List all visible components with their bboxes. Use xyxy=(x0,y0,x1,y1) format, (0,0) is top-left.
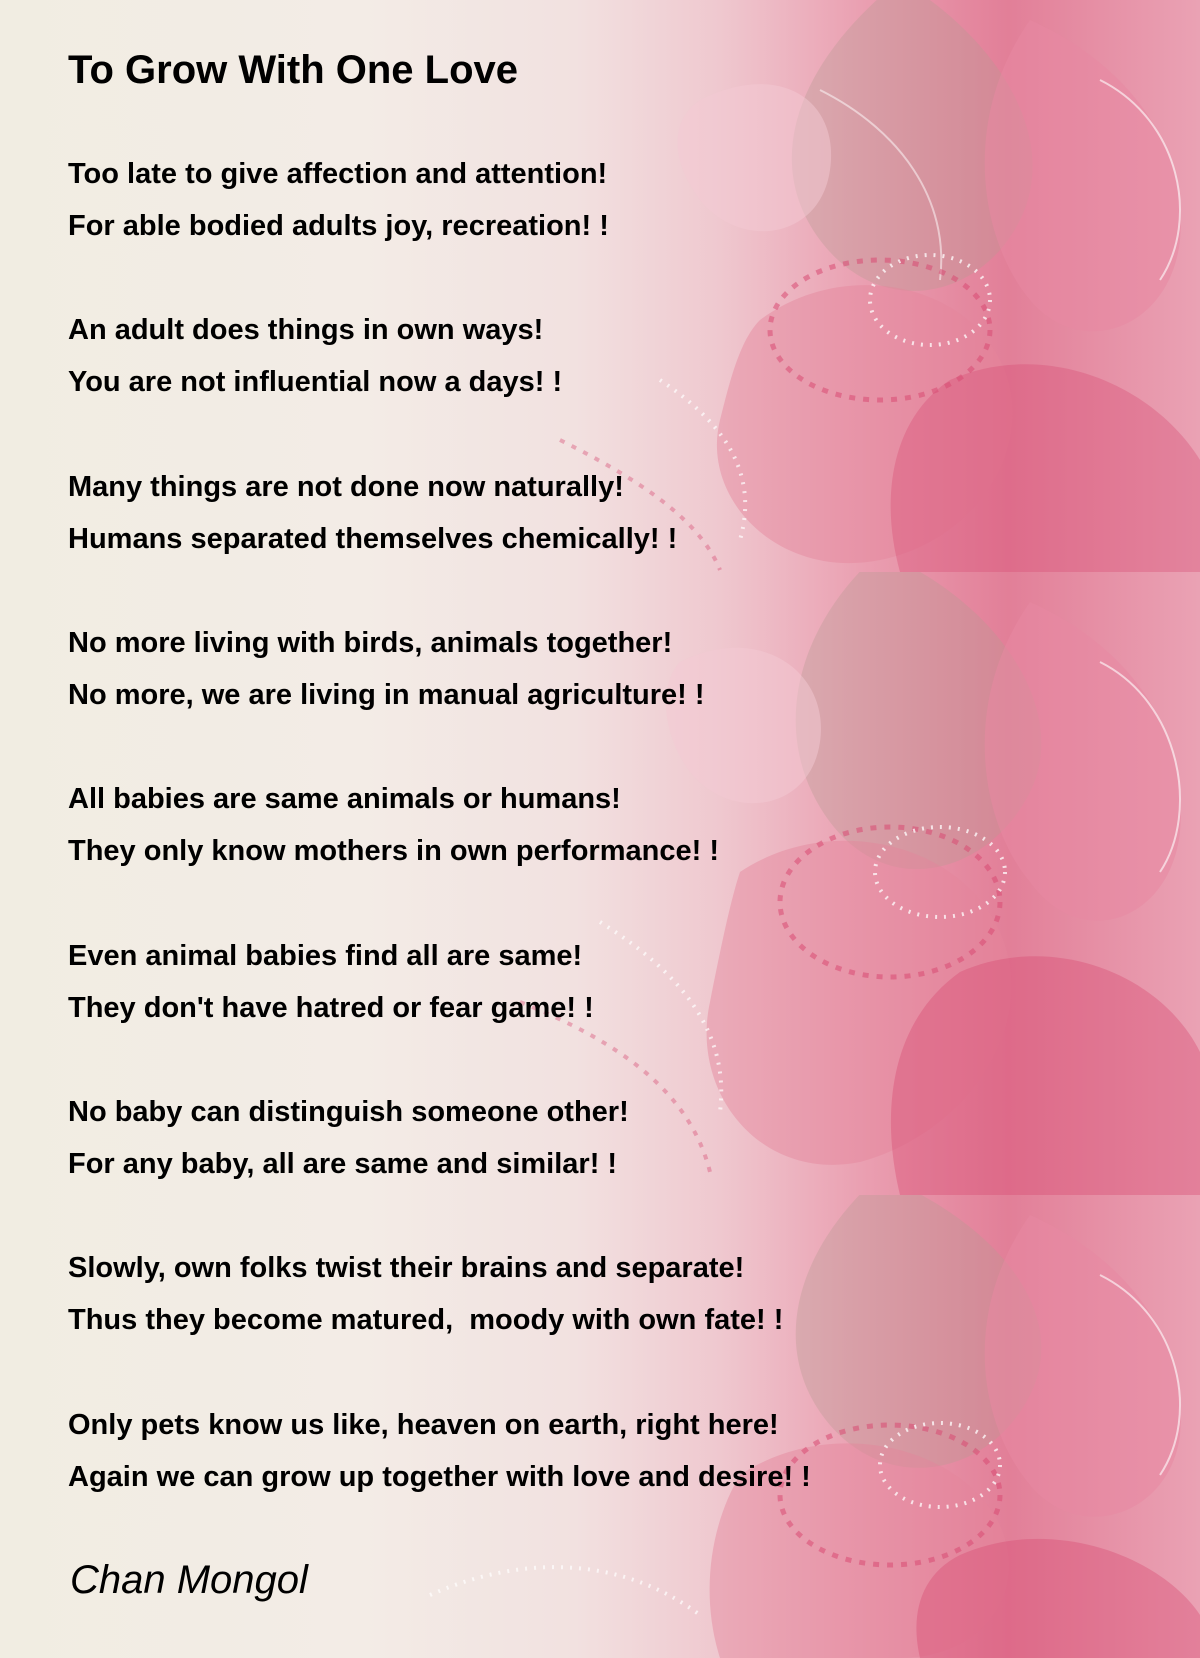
poem-author: Chan Mongol xyxy=(70,1558,308,1602)
poem-line: Only pets know us like, heaven on earth, right here! xyxy=(68,1409,779,1441)
poem-line: No more, we are living in manual agriculture! ! xyxy=(68,679,705,711)
poem-line: No more living with birds, animals together! xyxy=(68,627,673,659)
poem-line: Humans separated themselves chemically! ! xyxy=(68,523,678,555)
poem-line: You are not influential now a days! ! xyxy=(68,366,563,398)
poem-title: To Grow With One Love xyxy=(68,48,518,92)
poem-line: No baby can distinguish someone other! xyxy=(68,1096,629,1128)
poem-line: For able bodied adults joy, recreation! ! xyxy=(68,210,609,242)
poem-line: An adult does things in own ways! xyxy=(68,314,544,346)
poem-line: For any baby, all are same and similar! ! xyxy=(68,1148,618,1180)
poem-line: Again we can grow up together with love and desire! ! xyxy=(68,1461,811,1493)
poem-line: Many things are not done now naturally! xyxy=(68,471,624,503)
poem-line: Even animal babies find all are same! xyxy=(68,940,583,972)
poem-line: Thus they become matured, moody with own fate! ! xyxy=(68,1304,784,1336)
poem-line: Too late to give affection and attention! xyxy=(68,158,608,190)
poem-line: They don't have hatred or fear game! ! xyxy=(68,992,594,1024)
poem-line: All babies are same animals or humans! xyxy=(68,783,621,815)
poem-line: They only know mothers in own performance! ! xyxy=(68,835,719,867)
poem-line: Slowly, own folks twist their brains and separate! xyxy=(68,1252,745,1284)
